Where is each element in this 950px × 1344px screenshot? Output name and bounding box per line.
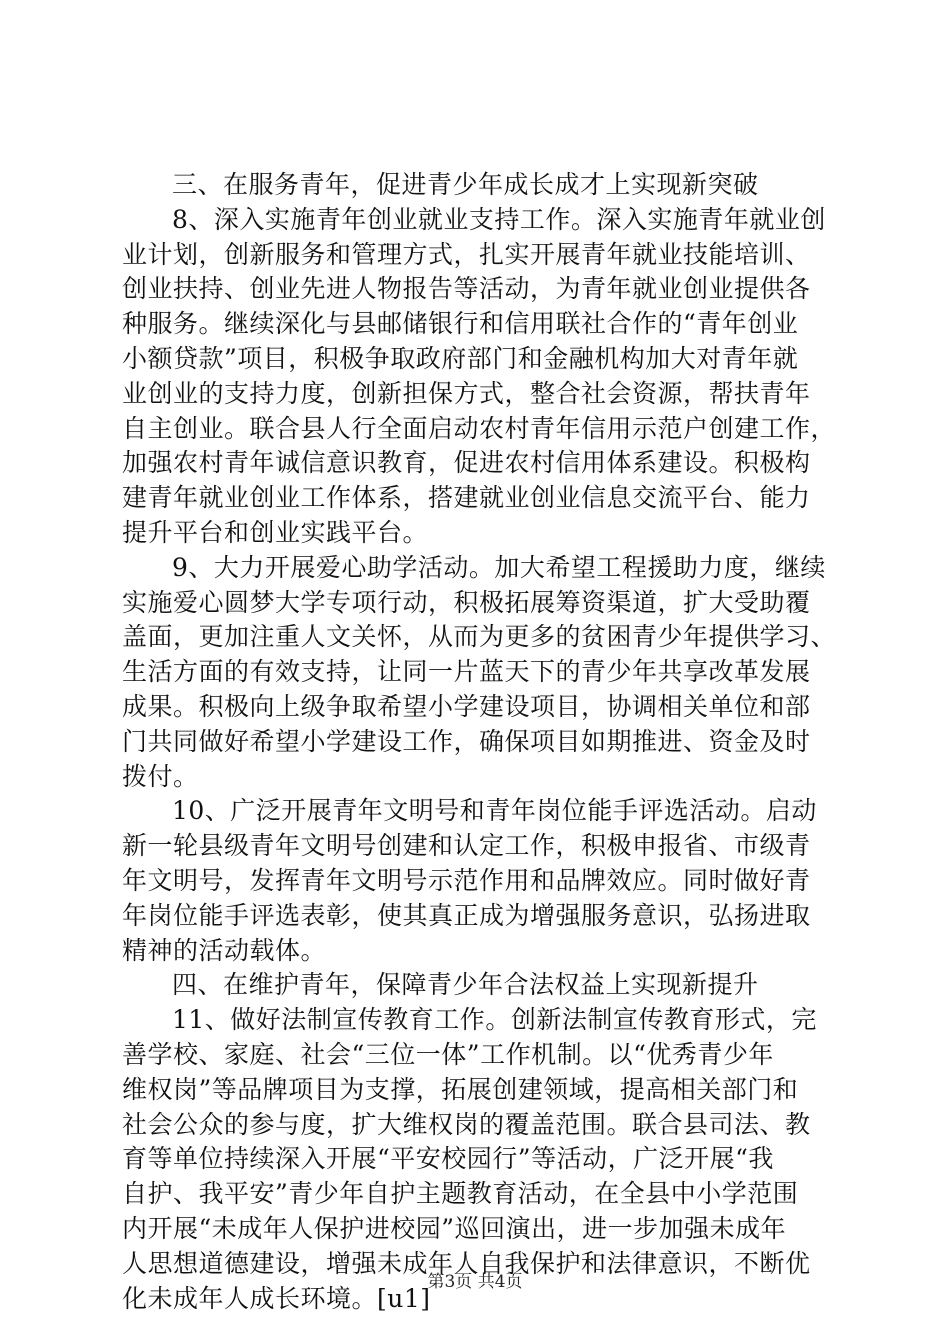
paragraph-8-line: 创业扶持、创业先进人物报告等活动，为青年就业创业提供各 — [122, 274, 811, 304]
section-heading-4: 四、在维护青年，保障青少年合法权益上实现新提升 — [172, 970, 759, 1000]
paragraph-8-line: 提升平台和创业实践平台。 — [122, 517, 429, 547]
paragraph-8-line: 小额贷款”项目，积极争取政府部门和金融机构加大对青年就 — [122, 343, 799, 373]
paragraph-11-line: 人思想道德建设，增强未成年人自我保护和法律意识，不断优 — [122, 1248, 811, 1278]
paragraph-11-line: 育等单位持续深入开展“平安校园行”等活动，广泛开展“我 — [122, 1144, 774, 1174]
paragraph-9-line: 盖面，更加注重人文关怀，从而为更多的贫困青少年提供学习、 — [122, 622, 837, 652]
paragraph-8-line: 8、深入实施青年创业就业支持工作。深入实施青年就业创 — [172, 204, 826, 234]
paragraph-8-line: 建青年就业创业工作体系，搭建就业创业信息交流平台、能力 — [122, 483, 811, 513]
paragraph-9-line: 门共同做好希望小学建设工作，确保项目如期推进、资金及时 — [122, 726, 811, 756]
page-footer: 第3页 共4页 — [427, 1272, 523, 1292]
paragraph-11-line: 内开展“未成年人保护进校园”巡回演出，进一步加强未成年 — [122, 1213, 787, 1243]
paragraph-10-line: 10、广泛开展青年文明号和青年岗位能手评选活动。启动 — [172, 796, 817, 826]
paragraph-11-line: 社会公众的参与度，扩大维权岗的覆盖范围。联合县司法、教 — [122, 1109, 811, 1139]
paragraph-11-line: 化未成年人成长环境。[u1] — [122, 1283, 431, 1313]
paragraph-11-line: 维权岗”等品牌项目为支撑，拓展创建领域，提高相关部门和 — [122, 1074, 799, 1104]
paragraph-9-line: 成果。积极向上级争取希望小学建设项目，协调相关单位和部 — [122, 691, 811, 721]
paragraph-11-line: 自护、我平安”青少年自护主题教育活动，在全县中小学范围 — [122, 1179, 799, 1209]
paragraph-10-line: 年岗位能手评选表彰，使其真正成为增强服务意识，弘扬进取 — [122, 900, 811, 930]
paragraph-10-line: 新一轮县级青年文明号创建和认定工作，积极申报省、市级青 — [122, 831, 811, 861]
paragraph-8-line: 业计划，创新服务和管理方式，扎实开展青年就业技能培训、 — [122, 239, 811, 269]
paragraph-8-line: 自主创业。联合县人行全面启动农村青年信用示范户创建工作， — [122, 413, 837, 443]
paragraph-8-line: 加强农村青年诚信意识教育，促进农村信用体系建设。积极构 — [122, 448, 811, 478]
paragraph-9-line: 生活方面的有效支持，让同一片蓝天下的青少年共享改革发展 — [122, 657, 811, 687]
paragraph-9-line: 实施爱心圆梦大学专项行动，积极拓展筹资渠道，扩大受助覆 — [122, 587, 811, 617]
paragraph-9-line: 9、大力开展爱心助学活动。加大希望工程援助力度，继续 — [172, 552, 826, 582]
paragraph-10-line: 精神的活动载体。 — [122, 935, 327, 965]
paragraph-8-line: 种服务。继续深化与县邮储银行和信用联社合作的“青年创业 — [122, 309, 799, 339]
paragraph-9-line: 拨付。 — [122, 761, 199, 791]
paragraph-8-line: 业创业的支持力度，创新担保方式，整合社会资源，帮扶青年 — [122, 378, 811, 408]
paragraph-11-line: 善学校、家庭、社会“三位一体”工作机制。以“优秀青少年 — [122, 1039, 774, 1069]
document-body — [122, 168, 842, 1316]
paragraph-11-line: 11、做好法制宣传教育工作。创新法制宣传教育形式，完 — [172, 1005, 817, 1035]
paragraph-10-line: 年文明号，发挥青年文明号示范作用和品牌效应。同时做好青 — [122, 865, 811, 895]
section-heading-3: 三、在服务青年，促进青少年成长成才上实现新突破 — [172, 170, 759, 199]
